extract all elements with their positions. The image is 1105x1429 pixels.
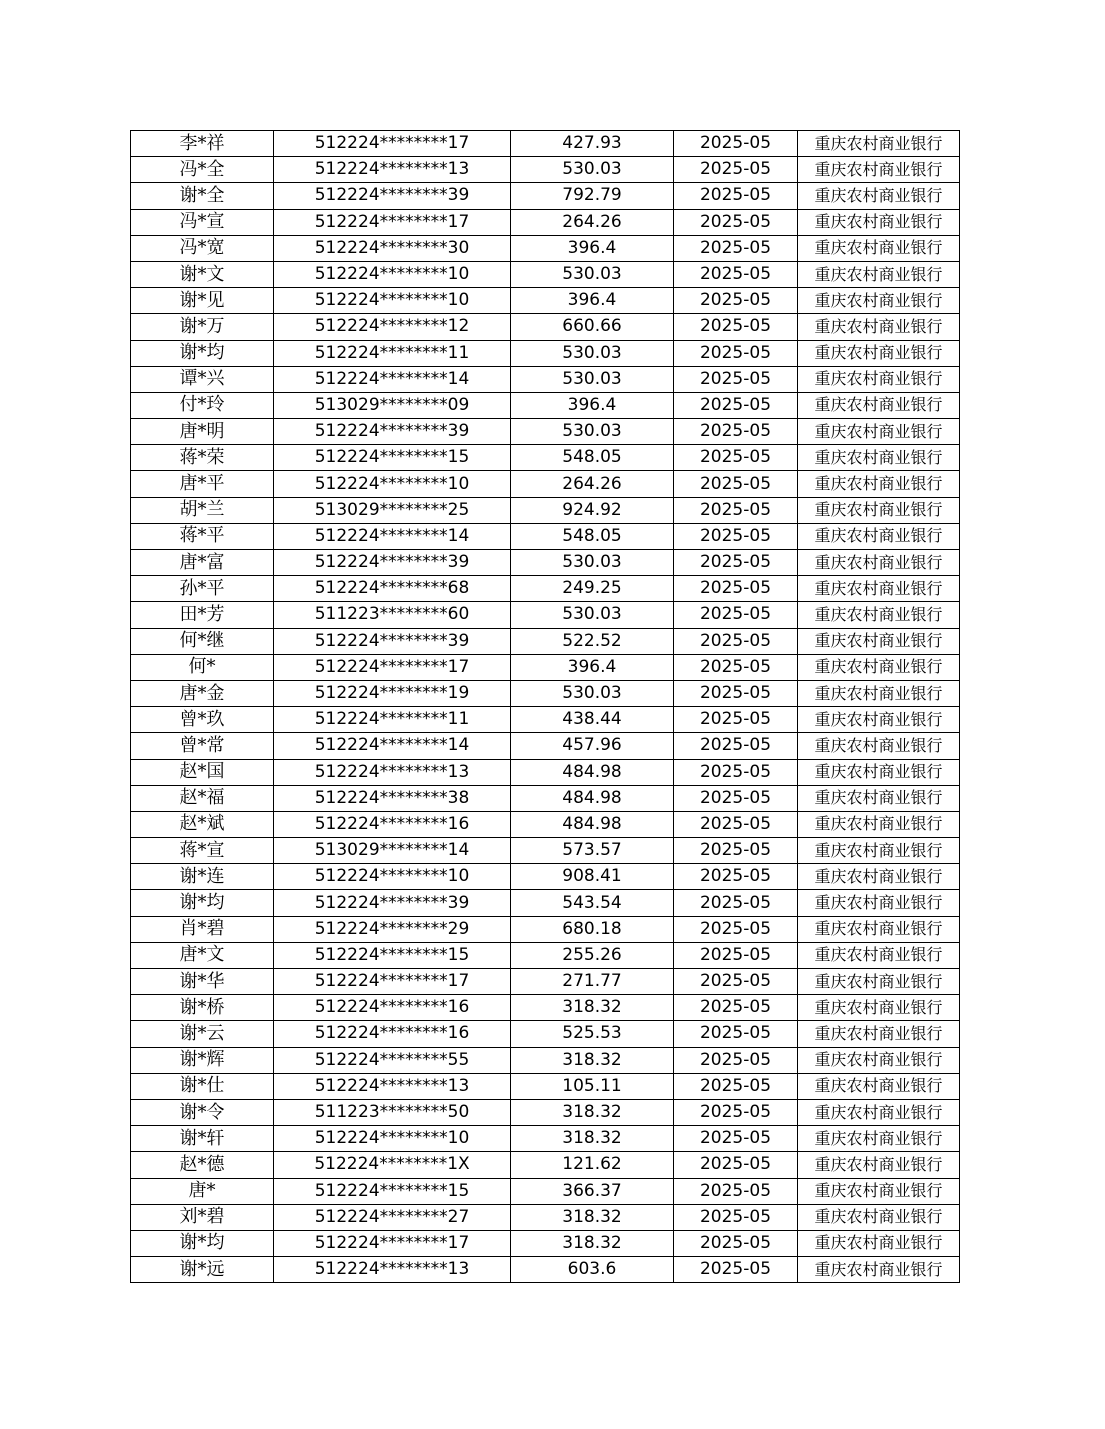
period-cell: 2025-05 xyxy=(674,1047,798,1073)
records-table-body xyxy=(131,131,960,1283)
id-number-cell: 512224********15 xyxy=(274,942,511,968)
amount-cell: 484.98 xyxy=(511,785,674,811)
bank-cell: 重庆农村商业银行 xyxy=(798,916,960,942)
amount-cell: 366.37 xyxy=(511,1178,674,1204)
table-row xyxy=(131,1230,960,1256)
name-cell: 谢*令 xyxy=(131,1099,274,1125)
bank-cell: 重庆农村商业银行 xyxy=(798,1126,960,1152)
period-cell: 2025-05 xyxy=(674,392,798,418)
table-row xyxy=(131,811,960,837)
table-row xyxy=(131,550,960,576)
period-cell: 2025-05 xyxy=(674,1257,798,1283)
id-number-cell: 512224********14 xyxy=(274,523,511,549)
id-number-cell: 512224********10 xyxy=(274,261,511,287)
table-row xyxy=(131,131,960,157)
period-cell: 2025-05 xyxy=(674,340,798,366)
bank-cell: 重庆农村商业银行 xyxy=(798,811,960,837)
amount-cell: 264.26 xyxy=(511,209,674,235)
table-row xyxy=(131,1126,960,1152)
amount-cell: 603.6 xyxy=(511,1257,674,1283)
table-row xyxy=(131,1152,960,1178)
table-row xyxy=(131,576,960,602)
name-cell: 冯*宽 xyxy=(131,235,274,261)
id-number-cell: 512224********14 xyxy=(274,366,511,392)
amount-cell: 530.03 xyxy=(511,157,674,183)
period-cell: 2025-05 xyxy=(674,707,798,733)
amount-cell: 548.05 xyxy=(511,523,674,549)
period-cell: 2025-05 xyxy=(674,1021,798,1047)
name-cell: 谢*均 xyxy=(131,340,274,366)
name-cell: 冯*全 xyxy=(131,157,274,183)
period-cell: 2025-05 xyxy=(674,838,798,864)
name-cell: 田*芳 xyxy=(131,602,274,628)
name-cell: 谢*连 xyxy=(131,864,274,890)
period-cell: 2025-05 xyxy=(674,1204,798,1230)
bank-cell: 重庆农村商业银行 xyxy=(798,183,960,209)
amount-cell: 271.77 xyxy=(511,969,674,995)
table-row xyxy=(131,602,960,628)
amount-cell: 318.32 xyxy=(511,1204,674,1230)
id-number-cell: 512224********39 xyxy=(274,890,511,916)
period-cell: 2025-05 xyxy=(674,131,798,157)
period-cell: 2025-05 xyxy=(674,864,798,890)
bank-cell: 重庆农村商业银行 xyxy=(798,550,960,576)
amount-cell: 484.98 xyxy=(511,759,674,785)
bank-cell: 重庆农村商业银行 xyxy=(798,497,960,523)
amount-cell: 530.03 xyxy=(511,261,674,287)
name-cell: 何* xyxy=(131,654,274,680)
name-cell: 肖*碧 xyxy=(131,916,274,942)
id-number-cell: 512224********17 xyxy=(274,1230,511,1256)
period-cell: 2025-05 xyxy=(674,209,798,235)
period-cell: 2025-05 xyxy=(674,628,798,654)
table-row xyxy=(131,969,960,995)
period-cell: 2025-05 xyxy=(674,235,798,261)
table-row xyxy=(131,183,960,209)
bank-cell: 重庆农村商业银行 xyxy=(798,785,960,811)
amount-cell: 457.96 xyxy=(511,733,674,759)
period-cell: 2025-05 xyxy=(674,969,798,995)
name-cell: 何*继 xyxy=(131,628,274,654)
amount-cell: 249.25 xyxy=(511,576,674,602)
period-cell: 2025-05 xyxy=(674,288,798,314)
amount-cell: 530.03 xyxy=(511,419,674,445)
id-number-cell: 512224********13 xyxy=(274,1257,511,1283)
name-cell: 蒋*平 xyxy=(131,523,274,549)
table-row xyxy=(131,916,960,942)
bank-cell: 重庆农村商业银行 xyxy=(798,602,960,628)
name-cell: 谢*华 xyxy=(131,969,274,995)
period-cell: 2025-05 xyxy=(674,942,798,968)
bank-cell: 重庆农村商业银行 xyxy=(798,759,960,785)
table-row xyxy=(131,785,960,811)
table-row xyxy=(131,157,960,183)
bank-cell: 重庆农村商业银行 xyxy=(798,471,960,497)
bank-cell: 重庆农村商业银行 xyxy=(798,1230,960,1256)
amount-cell: 318.32 xyxy=(511,1126,674,1152)
period-cell: 2025-05 xyxy=(674,1073,798,1099)
table-row xyxy=(131,392,960,418)
name-cell: 唐*金 xyxy=(131,680,274,706)
period-cell: 2025-05 xyxy=(674,1152,798,1178)
bank-cell: 重庆农村商业银行 xyxy=(798,392,960,418)
period-cell: 2025-05 xyxy=(674,1099,798,1125)
period-cell: 2025-05 xyxy=(674,366,798,392)
name-cell: 胡*兰 xyxy=(131,497,274,523)
name-cell: 唐*富 xyxy=(131,550,274,576)
table-row xyxy=(131,471,960,497)
table-row xyxy=(131,890,960,916)
table-row xyxy=(131,733,960,759)
period-cell: 2025-05 xyxy=(674,550,798,576)
name-cell: 赵*斌 xyxy=(131,811,274,837)
period-cell: 2025-05 xyxy=(674,1126,798,1152)
amount-cell: 318.32 xyxy=(511,1099,674,1125)
period-cell: 2025-05 xyxy=(674,1230,798,1256)
amount-cell: 924.92 xyxy=(511,497,674,523)
id-number-cell: 512224********17 xyxy=(274,209,511,235)
period-cell: 2025-05 xyxy=(674,785,798,811)
period-cell: 2025-05 xyxy=(674,602,798,628)
amount-cell: 530.03 xyxy=(511,680,674,706)
amount-cell: 121.62 xyxy=(511,1152,674,1178)
period-cell: 2025-05 xyxy=(674,811,798,837)
name-cell: 谢*万 xyxy=(131,314,274,340)
table-row xyxy=(131,838,960,864)
table-row xyxy=(131,523,960,549)
name-cell: 唐* xyxy=(131,1178,274,1204)
period-cell: 2025-05 xyxy=(674,759,798,785)
period-cell: 2025-05 xyxy=(674,733,798,759)
bank-cell: 重庆农村商业银行 xyxy=(798,942,960,968)
name-cell: 谢*文 xyxy=(131,261,274,287)
bank-cell: 重庆农村商业银行 xyxy=(798,261,960,287)
table-row xyxy=(131,261,960,287)
amount-cell: 522.52 xyxy=(511,628,674,654)
name-cell: 赵*国 xyxy=(131,759,274,785)
id-number-cell: 512224********39 xyxy=(274,183,511,209)
name-cell: 刘*碧 xyxy=(131,1204,274,1230)
id-number-cell: 512224********16 xyxy=(274,1021,511,1047)
table-row xyxy=(131,445,960,471)
id-number-cell: 512224********15 xyxy=(274,445,511,471)
id-number-cell: 512224********1X xyxy=(274,1152,511,1178)
id-number-cell: 512224********17 xyxy=(274,131,511,157)
table-row xyxy=(131,628,960,654)
bank-cell: 重庆农村商业银行 xyxy=(798,1204,960,1230)
period-cell: 2025-05 xyxy=(674,314,798,340)
period-cell: 2025-05 xyxy=(674,1178,798,1204)
bank-cell: 重庆农村商业银行 xyxy=(798,733,960,759)
name-cell: 冯*宣 xyxy=(131,209,274,235)
amount-cell: 660.66 xyxy=(511,314,674,340)
period-cell: 2025-05 xyxy=(674,157,798,183)
name-cell: 蒋*宣 xyxy=(131,838,274,864)
id-number-cell: 512224********68 xyxy=(274,576,511,602)
id-number-cell: 512224********15 xyxy=(274,1178,511,1204)
bank-cell: 重庆农村商业银行 xyxy=(798,366,960,392)
id-number-cell: 511223********50 xyxy=(274,1099,511,1125)
period-cell: 2025-05 xyxy=(674,916,798,942)
id-number-cell: 513029********25 xyxy=(274,497,511,523)
period-cell: 2025-05 xyxy=(674,471,798,497)
id-number-cell: 512224********11 xyxy=(274,707,511,733)
amount-cell: 908.41 xyxy=(511,864,674,890)
table-row xyxy=(131,864,960,890)
name-cell: 孙*平 xyxy=(131,576,274,602)
name-cell: 谢*见 xyxy=(131,288,274,314)
bank-cell: 重庆农村商业银行 xyxy=(798,1152,960,1178)
id-number-cell: 512224********30 xyxy=(274,235,511,261)
id-number-cell: 512224********17 xyxy=(274,654,511,680)
table-row xyxy=(131,288,960,314)
bank-cell: 重庆农村商业银行 xyxy=(798,707,960,733)
amount-cell: 427.93 xyxy=(511,131,674,157)
bank-cell: 重庆农村商业银行 xyxy=(798,654,960,680)
bank-cell: 重庆农村商业银行 xyxy=(798,1099,960,1125)
id-number-cell: 512224********29 xyxy=(274,916,511,942)
amount-cell: 264.26 xyxy=(511,471,674,497)
name-cell: 唐*文 xyxy=(131,942,274,968)
amount-cell: 573.57 xyxy=(511,838,674,864)
table-row xyxy=(131,1204,960,1230)
id-number-cell: 512224********10 xyxy=(274,471,511,497)
table-row xyxy=(131,1099,960,1125)
id-number-cell: 512224********19 xyxy=(274,680,511,706)
name-cell: 曾*常 xyxy=(131,733,274,759)
name-cell: 唐*明 xyxy=(131,419,274,445)
bank-cell: 重庆农村商业银行 xyxy=(798,1073,960,1099)
amount-cell: 548.05 xyxy=(511,445,674,471)
bank-cell: 重庆农村商业银行 xyxy=(798,209,960,235)
id-number-cell: 512224********27 xyxy=(274,1204,511,1230)
bank-cell: 重庆农村商业银行 xyxy=(798,340,960,366)
table-row xyxy=(131,419,960,445)
bank-cell: 重庆农村商业银行 xyxy=(798,628,960,654)
name-cell: 谢*远 xyxy=(131,1257,274,1283)
id-number-cell: 512224********14 xyxy=(274,733,511,759)
id-number-cell: 512224********16 xyxy=(274,995,511,1021)
id-number-cell: 512224********11 xyxy=(274,340,511,366)
bank-cell: 重庆农村商业银行 xyxy=(798,288,960,314)
table-row xyxy=(131,995,960,1021)
name-cell: 谢*桥 xyxy=(131,995,274,1021)
bank-cell: 重庆农村商业银行 xyxy=(798,445,960,471)
id-number-cell: 512224********13 xyxy=(274,759,511,785)
id-number-cell: 512224********39 xyxy=(274,419,511,445)
amount-cell: 396.4 xyxy=(511,392,674,418)
table-row xyxy=(131,340,960,366)
id-number-cell: 512224********55 xyxy=(274,1047,511,1073)
period-cell: 2025-05 xyxy=(674,497,798,523)
table-row xyxy=(131,235,960,261)
amount-cell: 530.03 xyxy=(511,550,674,576)
table-row xyxy=(131,1257,960,1283)
name-cell: 谢*全 xyxy=(131,183,274,209)
name-cell: 谢*轩 xyxy=(131,1126,274,1152)
table-row xyxy=(131,1073,960,1099)
table-row xyxy=(131,497,960,523)
table-row xyxy=(131,942,960,968)
table-row xyxy=(131,314,960,340)
period-cell: 2025-05 xyxy=(674,995,798,1021)
bank-cell: 重庆农村商业银行 xyxy=(798,1257,960,1283)
id-number-cell: 512224********17 xyxy=(274,969,511,995)
table-row xyxy=(131,1047,960,1073)
name-cell: 赵*德 xyxy=(131,1152,274,1178)
name-cell: 李*祥 xyxy=(131,131,274,157)
amount-cell: 318.32 xyxy=(511,1230,674,1256)
id-number-cell: 512224********13 xyxy=(274,1073,511,1099)
amount-cell: 680.18 xyxy=(511,916,674,942)
period-cell: 2025-05 xyxy=(674,445,798,471)
id-number-cell: 512224********39 xyxy=(274,550,511,576)
bank-cell: 重庆农村商业银行 xyxy=(798,1047,960,1073)
bank-cell: 重庆农村商业银行 xyxy=(798,1021,960,1047)
id-number-cell: 513029********14 xyxy=(274,838,511,864)
bank-cell: 重庆农村商业银行 xyxy=(798,864,960,890)
name-cell: 谢*均 xyxy=(131,890,274,916)
records-table xyxy=(130,130,960,1283)
id-number-cell: 512224********39 xyxy=(274,628,511,654)
bank-cell: 重庆农村商业银行 xyxy=(798,576,960,602)
name-cell: 唐*平 xyxy=(131,471,274,497)
period-cell: 2025-05 xyxy=(674,419,798,445)
id-number-cell: 512224********38 xyxy=(274,785,511,811)
bank-cell: 重庆农村商业银行 xyxy=(798,969,960,995)
bank-cell: 重庆农村商业银行 xyxy=(798,995,960,1021)
period-cell: 2025-05 xyxy=(674,654,798,680)
id-number-cell: 512224********10 xyxy=(274,864,511,890)
amount-cell: 318.32 xyxy=(511,1047,674,1073)
name-cell: 赵*福 xyxy=(131,785,274,811)
id-number-cell: 513029********09 xyxy=(274,392,511,418)
table-row xyxy=(131,654,960,680)
period-cell: 2025-05 xyxy=(674,183,798,209)
id-number-cell: 512224********12 xyxy=(274,314,511,340)
period-cell: 2025-05 xyxy=(674,576,798,602)
name-cell: 付*玲 xyxy=(131,392,274,418)
name-cell: 谢*仕 xyxy=(131,1073,274,1099)
name-cell: 谢*辉 xyxy=(131,1047,274,1073)
table-row xyxy=(131,1178,960,1204)
bank-cell: 重庆农村商业银行 xyxy=(798,1178,960,1204)
amount-cell: 255.26 xyxy=(511,942,674,968)
name-cell: 谭*兴 xyxy=(131,366,274,392)
name-cell: 谢*云 xyxy=(131,1021,274,1047)
bank-cell: 重庆农村商业银行 xyxy=(798,680,960,706)
table-row xyxy=(131,707,960,733)
amount-cell: 543.54 xyxy=(511,890,674,916)
amount-cell: 530.03 xyxy=(511,366,674,392)
period-cell: 2025-05 xyxy=(674,261,798,287)
bank-cell: 重庆农村商业银行 xyxy=(798,890,960,916)
bank-cell: 重庆农村商业银行 xyxy=(798,419,960,445)
id-number-cell: 512224********16 xyxy=(274,811,511,837)
amount-cell: 525.53 xyxy=(511,1021,674,1047)
table-row xyxy=(131,1021,960,1047)
amount-cell: 396.4 xyxy=(511,288,674,314)
id-number-cell: 512224********13 xyxy=(274,157,511,183)
id-number-cell: 512224********10 xyxy=(274,288,511,314)
id-number-cell: 512224********10 xyxy=(274,1126,511,1152)
id-number-cell: 511223********60 xyxy=(274,602,511,628)
amount-cell: 318.32 xyxy=(511,995,674,1021)
period-cell: 2025-05 xyxy=(674,680,798,706)
name-cell: 蒋*荣 xyxy=(131,445,274,471)
bank-cell: 重庆农村商业银行 xyxy=(798,131,960,157)
amount-cell: 438.44 xyxy=(511,707,674,733)
table-row xyxy=(131,680,960,706)
amount-cell: 792.79 xyxy=(511,183,674,209)
amount-cell: 105.11 xyxy=(511,1073,674,1099)
table-row xyxy=(131,209,960,235)
bank-cell: 重庆农村商业银行 xyxy=(798,838,960,864)
bank-cell: 重庆农村商业银行 xyxy=(798,235,960,261)
amount-cell: 530.03 xyxy=(511,340,674,366)
amount-cell: 396.4 xyxy=(511,235,674,261)
bank-cell: 重庆农村商业银行 xyxy=(798,523,960,549)
bank-cell: 重庆农村商业银行 xyxy=(798,314,960,340)
table-row xyxy=(131,759,960,785)
amount-cell: 530.03 xyxy=(511,602,674,628)
bank-cell: 重庆农村商业银行 xyxy=(798,157,960,183)
table-row xyxy=(131,366,960,392)
period-cell: 2025-05 xyxy=(674,523,798,549)
name-cell: 曾*玖 xyxy=(131,707,274,733)
period-cell: 2025-05 xyxy=(674,890,798,916)
amount-cell: 396.4 xyxy=(511,654,674,680)
amount-cell: 484.98 xyxy=(511,811,674,837)
name-cell: 谢*均 xyxy=(131,1230,274,1256)
